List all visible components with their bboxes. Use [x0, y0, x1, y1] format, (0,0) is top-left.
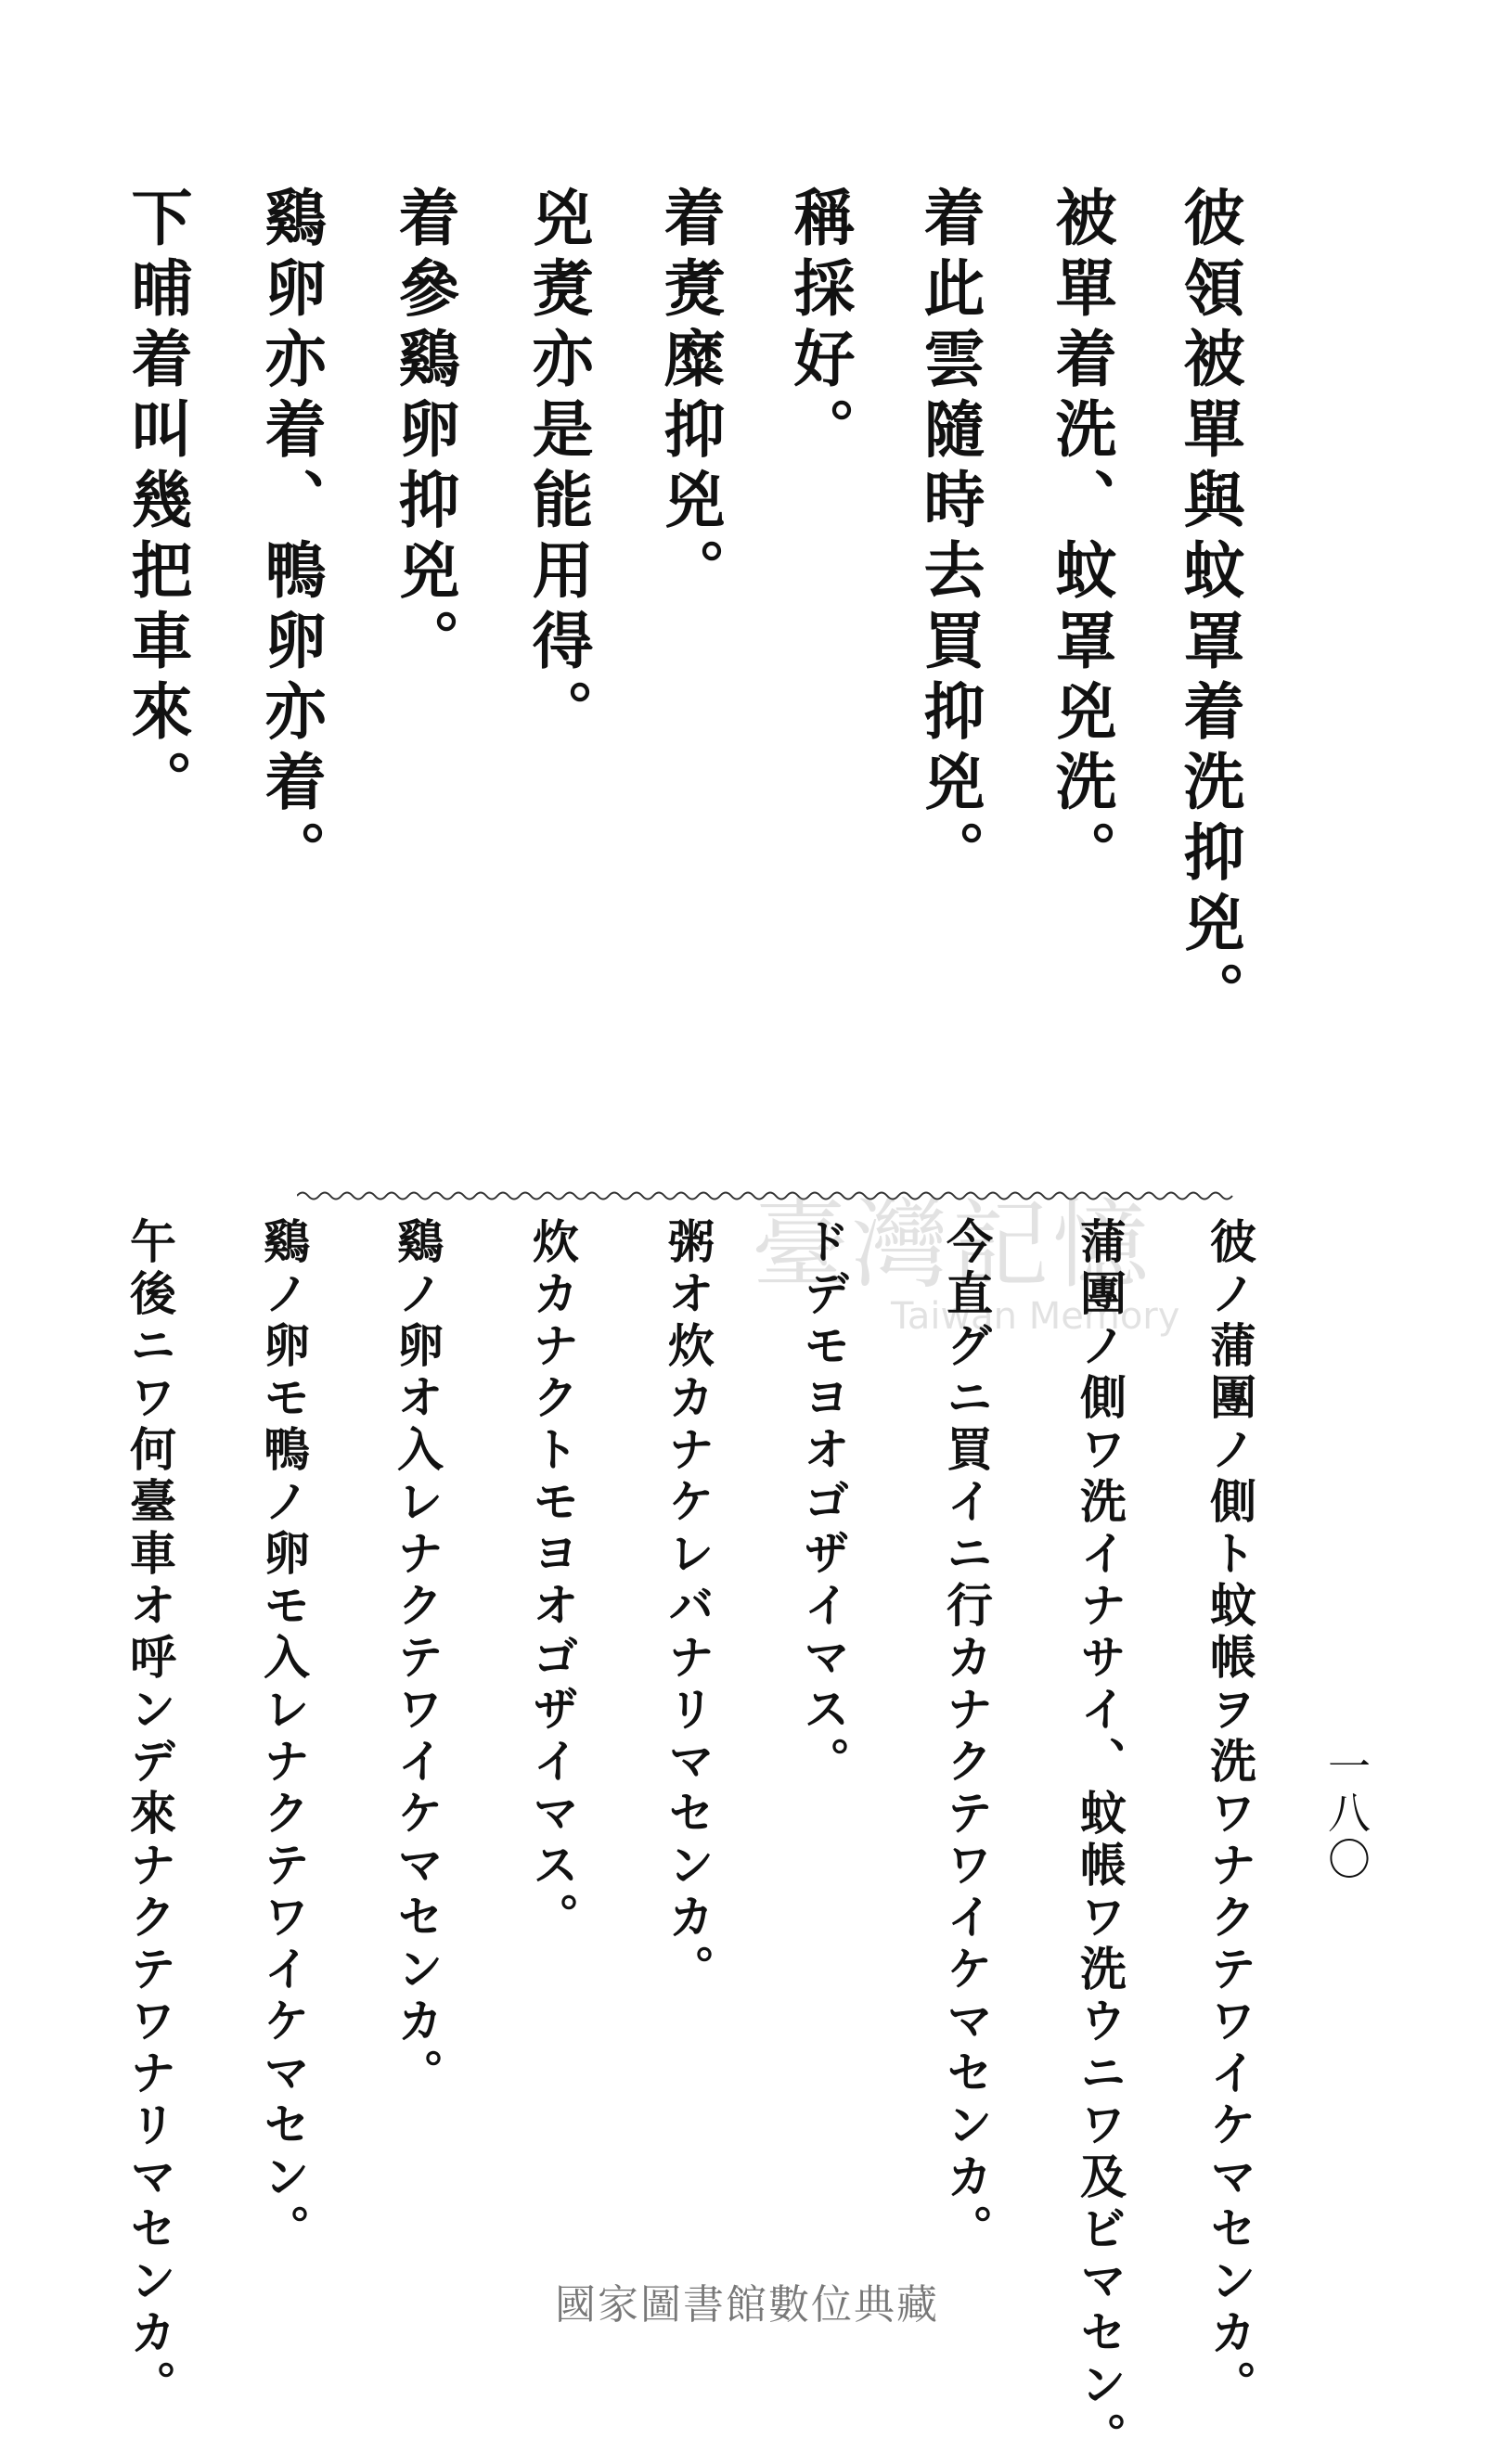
top-line-6: 兇煑亦是能用得。	[522, 186, 594, 750]
bottom-line-9: 午後ニワ何臺車オ呼ンデ來ナクテワナリマセンカ。	[122, 1217, 177, 2412]
watermark-title: 臺灣記憶	[752, 1188, 1153, 1302]
bottom-line-8: 鷄ノ卵モ鴨ノ卵モ入レナクテワイケマセン。	[256, 1217, 311, 2256]
top-line-8: 鷄卵亦着、鴨卵亦着。	[254, 186, 327, 891]
bottom-line-5: 粥オ炊カナケレバナリマセンカ。	[661, 1217, 715, 1996]
top-line-4: 稱採好。	[783, 186, 856, 468]
bottom-line-4: ドデモヨオゴザイマス。	[796, 1217, 851, 1789]
bottom-line-6: 炊カナクトモヨオゴザイマス。	[525, 1217, 580, 1944]
top-line-3: 着此雲隨時去買抑兇。	[913, 186, 985, 891]
top-line-2: 被單着洗、蚊罩兇洗。	[1045, 186, 1117, 891]
top-line-9: 下晡着叫幾把車來。	[121, 186, 193, 820]
page-number: 一八〇	[1321, 1744, 1372, 1883]
top-line-7: 着參鷄卵抑兇。	[388, 186, 460, 679]
bottom-line-2: 蒲團ノ側ワ洗イナサイ、蚊帳ワ洗ウニワ及ビマセン。	[1073, 1217, 1127, 2464]
footer-credit: 國家圖書館數位典藏	[555, 2281, 939, 2329]
bottom-line-7: 鷄ノ卵オ入レナクテワイケマセンカ。	[390, 1217, 444, 2100]
top-line-1: 彼領被單與蚊罩着洗抑兇。	[1173, 186, 1245, 1032]
bottom-line-1: 彼ノ蒲團ノ側ト蚊帳ヲ洗ワナクテワイケマセンカ。	[1203, 1217, 1257, 2412]
top-line-5: 着煑糜抑兇。	[653, 186, 726, 609]
watermark-subtitle: Taiwan Memory	[891, 1295, 1180, 1338]
bottom-line-3: 今直グニ買イニ行カナクテワイケマセンカ。	[939, 1217, 994, 2256]
